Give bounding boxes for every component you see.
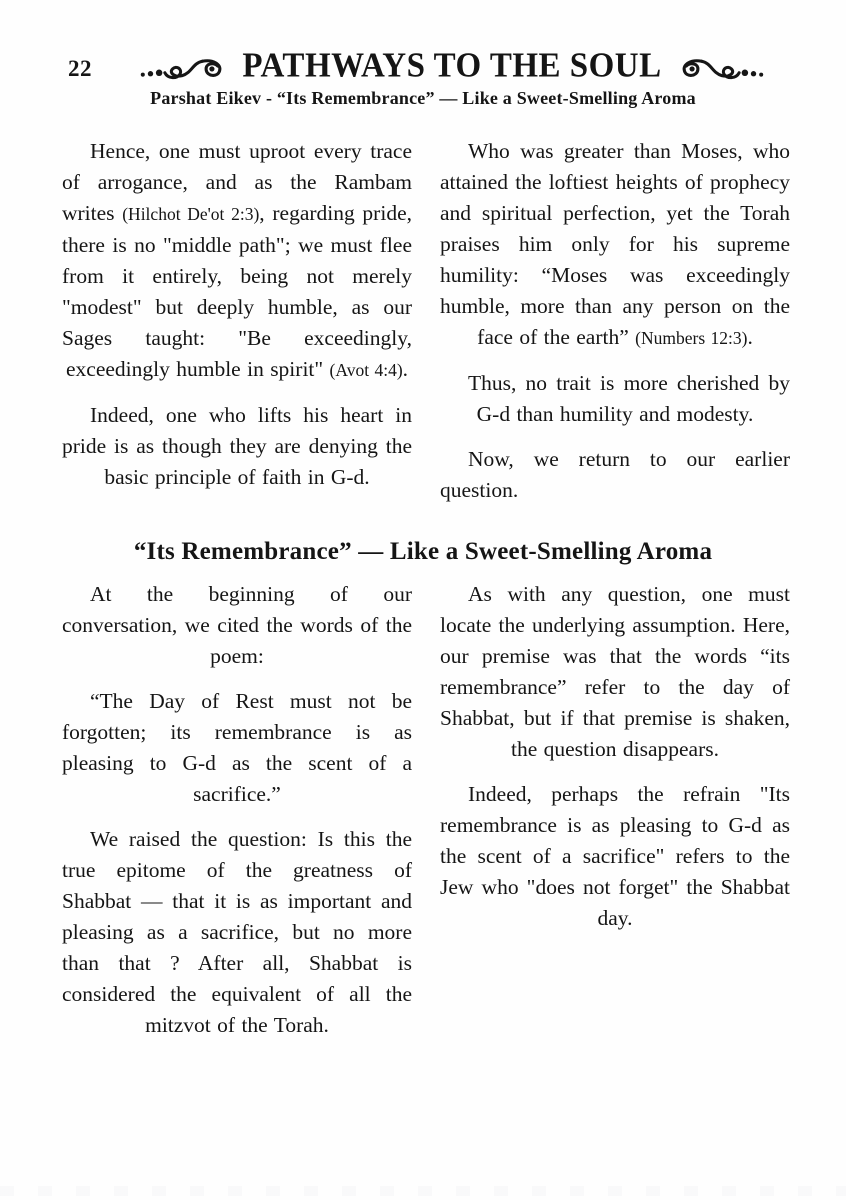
column-right: [440, 579, 790, 1055]
paragraph-text: Hence, one must uproot every trace of arrogance, and as the Rambam writes: [62, 139, 412, 225]
paragraph: As with any question, one must locate the underlying assumption. Here, our premise was that the words “its remembrance” refer to the day of Shabbat, but if that premise is shaken, the question disappears.: [440, 582, 790, 761]
paragraph-text: .: [402, 357, 409, 381]
chapter-subtitle: Parshat Eikev - “Its Remembrance” — Like a Sweet-Smelling Aroma: [150, 88, 696, 108]
paragraph-text: , regarding pride, there is no "middle path"; we must flee from it entirely, being not merely "modest" but deeply humble, as our Sages taught: "Be exceedingly, exceedingly humble in spirit": [62, 201, 412, 381]
citation: (Hilchot De'ot 2:3): [122, 204, 260, 224]
paragraph: At the beginning of our conversation, we cited the words of the poem:: [62, 582, 412, 668]
paragraph-text: .: [747, 325, 753, 349]
book-title: PATHWAYS TO THE SOUL: [242, 47, 662, 85]
column-right: [440, 136, 790, 520]
flourish-left-icon: [138, 52, 234, 82]
page-header: [0, 0, 846, 109]
section-heading: “Its Remembrance” — Like a Sweet-Smelling Aroma: [133, 538, 713, 565]
paragraph: We raised the question: Is this the true epitome of the greatness of Shabbat — that it is as important and pleasing as a sacrifice, but no more than that ? After all, Shabbat is considered the equivalent of all the mitzvot of the Torah.: [62, 827, 412, 1037]
paragraph: Now, we return to our earlier question.: [440, 447, 790, 502]
scan-artifact: [0, 1186, 846, 1196]
citation: (Numbers 12:3): [635, 328, 748, 348]
title-row: [0, 48, 846, 85]
section-bottom: [0, 579, 846, 1055]
column-left: [62, 579, 412, 1055]
citation: (Avot 4:4): [329, 360, 403, 380]
paragraph: Indeed, perhaps the refrain "Its remembrance is as pleasing to G-d as the scent of a sacrifice" refers to the Jew who "does not forget" the Shabbat day.: [440, 782, 790, 930]
paragraph: “The Day of Rest must not be forgotten; its remembrance is as pleasing to G-d as the scent of a sacrifice.”: [62, 689, 412, 806]
paragraph: [62, 136, 412, 386]
page-number: 22: [68, 56, 92, 81]
paragraph: Indeed, one who lifts his heart in pride is as though they are denying the basic principle of faith in G-d.: [62, 403, 412, 489]
flourish-right-icon: [670, 52, 766, 82]
paragraph: Thus, no trait is more cherished by G-d than humility and modesty.: [468, 371, 790, 426]
column-left: [62, 136, 412, 520]
paragraph: [440, 136, 790, 354]
paragraph-text: Who was greater than Moses, who attained the loftiest heights of prophecy and spiritual perfection, yet the Torah praises him only for his supreme humility: “Moses was exceedingly humble, more than any person on the face of the earth”: [440, 139, 790, 349]
section-top: [0, 136, 846, 520]
